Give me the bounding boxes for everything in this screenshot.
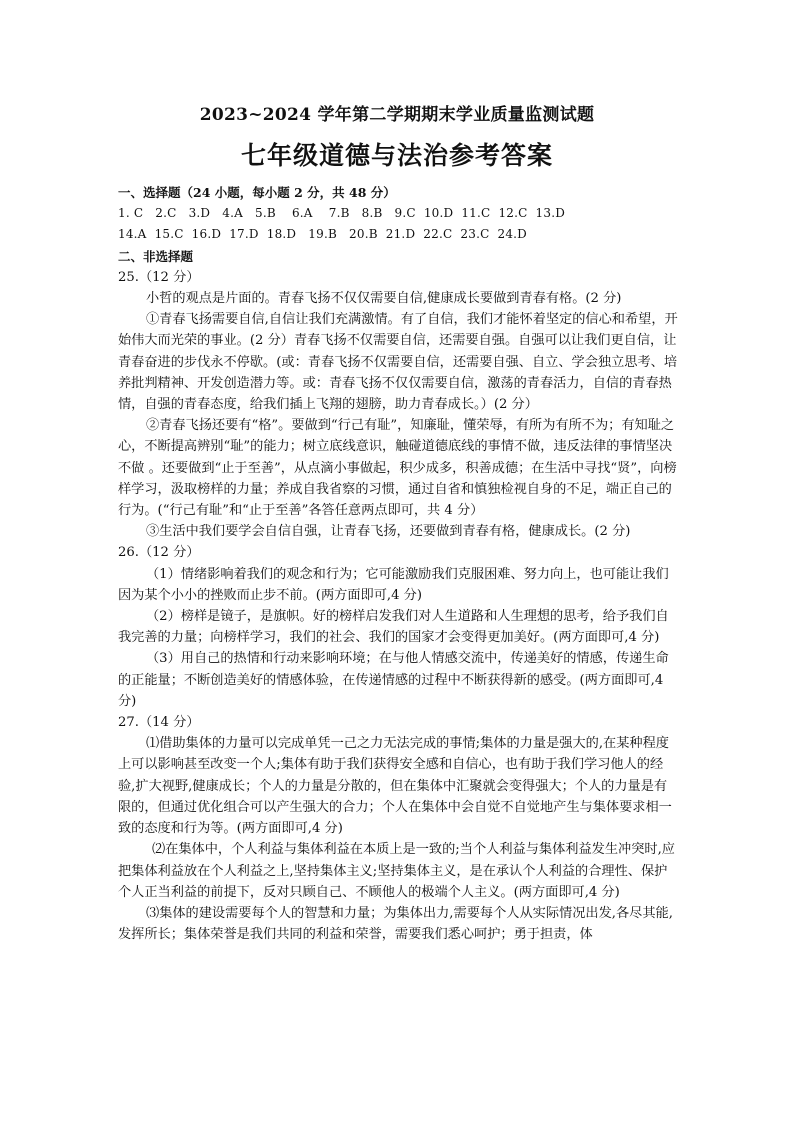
section-heading-open: 二、非选择题 <box>118 248 194 264</box>
question-27-label: 27.（14 分） <box>118 715 200 731</box>
exam-title: 2023~2024 学年第二学期期末学业质量监测试题 <box>199 105 595 125</box>
mcq-answers-row-1: 1. C 2.C 3.D 4.A 5.B 6.A 7.B 8.B 9.C 10.D 11.C 12.C 13.D <box>118 206 566 221</box>
question-27-answer-3: ⑶集体的建设需要每个人的智慧和力量；为集体出力,需要每个人从实际情况出发,各尽其能,发挥所长；集体荣誉是我们共同的利益和荣誉，需要我们悉心呵护；勇于担责，体 <box>118 905 673 943</box>
question-26-answer-3: （3）用自己的热情和行动来影响环境；在与他人情感交流中，传递美好的情感，传递生命的正能量；不断创造美好的情感体验，在传递情感的过程中不断获得新的感受。(两方面即可,4 分) <box>118 651 669 709</box>
question-26-answer-1: （1）情绪影响着我们的观念和行为；它可能激励我们克服困难、努力向上，也可能让我们因为某个小小的挫败而止步不前。(两方面即可,4 分) <box>118 566 669 603</box>
question-25-answer-3: ②青春飞扬还要有“格”。要做到“行己有耻”，知廉耻，懂荣辱，有所为有所不为；有知耻之心，不断提高辨别“耻”的能力；树立底线意识，触碰道德底线的事情不做，违反法律的事情坚决不做 。还要做到“止于至善”，从点滴小事做起，积少成多，积善成德；在生活中寻找“贤”，向榜样学习，汲取榜样的力量；养成自我省察的习惯，通过自省和慎独检视自身的不足，端正自己的行为。(“行己有耻”和“止于至善”各答任意两点即可，共 4 分） <box>118 418 677 519</box>
question-25-label: 25.（12 分） <box>118 269 200 285</box>
question-27-answer-1: ⑴借助集体的力量可以完成单凭一己之力无法完成的事情;集体的力量是强大的,在某种程度上可以影响甚至改变一个人;集体有助于我们获得安全感和自信心，也有助于我们学习他人的经验,扩大视野,健康成长；个人的力量是分散的，但在集体中汇聚就会变得强大；个人的力量是有限的，但通过优化组合可以产生强大的合力；个人在集体中会自觉不自觉地产生与集体要求相一致的态度和行为等。(两方面即可,4 分) <box>118 736 672 837</box>
question-25-answer-1: 小哲的观点是片面的。青春飞扬不仅仅需要自信,健康成长要做到青春有格。(2 分) <box>146 291 622 307</box>
section-heading-mcq: 一、选择题（24 小题，每小题 2 分，共 48 分） <box>118 185 396 200</box>
question-25-answer-4: ③生活中我们要学会自信自强，让青春飞扬，还要做到青春有格，健康成长。(2 分) <box>146 524 631 540</box>
answer-key-subtitle: 七年级道德与法治参考答案 <box>240 141 553 170</box>
mcq-answers-row-2: 14.A 15.C 16.D 17.D 18.D 19.B 20.B 21.D 22.C 23.C 24.D <box>118 227 527 242</box>
answer-content <box>118 182 680 945</box>
question-27-answer-2: ⑵在集体中，个人利益与集体利益在本质上是一致的;当个人利益与集体利益发生冲突时,应把集体利益放在个人利益之上,坚持集体主义;坚持集体主义，是在承认个人利益的合理性、保护个人正当利益的前提下，反对只顾自己、不顾他人的极端个人主义。(两方面即可,4 分) <box>118 842 675 900</box>
question-26-label: 26.（12 分） <box>118 545 200 561</box>
question-25-answer-2: ①青春飞扬需要自信,自信让我们充满激情。有了自信，我们才能怀着坚定的信心和希望，开始伟大而光荣的事业。(2 分）青春飞扬不仅需要自信，还需要自强。自强可以让我们更自信，让青春奋进的步伐永不停歇。(或：青春飞扬不仅需要自信，还需要自强、自立、学会独立思考、培养批判精神、开发创造潜力等。或：青春飞扬不仅仅需要自信，激荡的青春活力，自信的青春热情，自强的青春态度，给我们插上飞翔的翅膀，助力青春成长。）(2 分） <box>118 312 678 413</box>
question-26-answer-2: （2）榜样是镜子，是旗帜。好的榜样启发我们对人生道路和人生理想的思考，给予我们自我完善的力量；向榜样学习，我们的社会、我们的国家才会变得更加美好。(两方面即可,4 分) <box>118 609 669 646</box>
